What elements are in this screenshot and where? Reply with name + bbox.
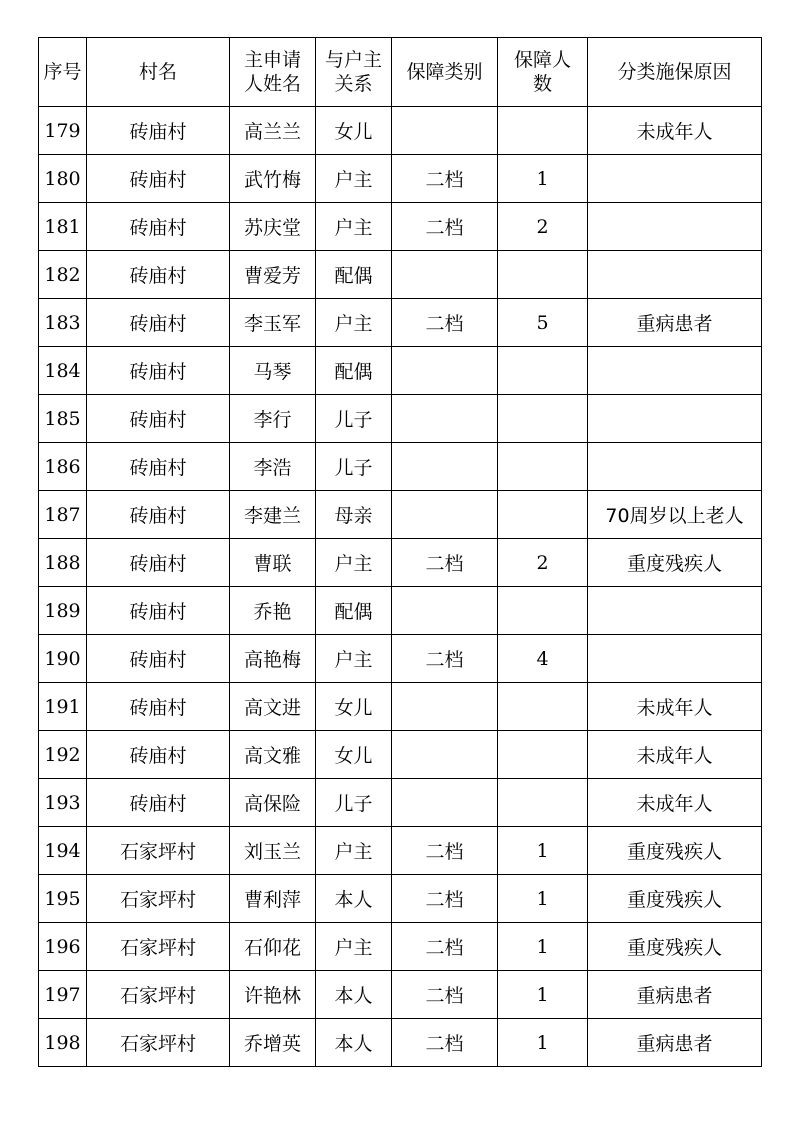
cell-seq: 189 — [39, 587, 87, 635]
cell-reason: 未成年人 — [588, 731, 762, 779]
cell-relation: 户主 — [316, 155, 392, 203]
cell-seq: 188 — [39, 539, 87, 587]
cell-relation: 配偶 — [316, 251, 392, 299]
cell-seq: 186 — [39, 443, 87, 491]
table-row — [39, 779, 762, 827]
cell-relation: 户主 — [316, 539, 392, 587]
header-reason: 分类施保原因 — [588, 38, 762, 107]
cell-seq: 184 — [39, 347, 87, 395]
cell-count: 1 — [498, 971, 588, 1019]
cell-category: 二档 — [392, 635, 498, 683]
cell-relation: 儿子 — [316, 779, 392, 827]
table-row — [39, 683, 762, 731]
table-row — [39, 107, 762, 155]
cell-count: 1 — [498, 875, 588, 923]
cell-seq: 185 — [39, 395, 87, 443]
cell-count: 1 — [498, 155, 588, 203]
cell-reason: 重病患者 — [588, 299, 762, 347]
cell-reason — [588, 587, 762, 635]
cell-relation: 户主 — [316, 203, 392, 251]
cell-reason: 重病患者 — [588, 1019, 762, 1067]
cell-count — [498, 251, 588, 299]
cell-reason: 重度残疾人 — [588, 827, 762, 875]
cell-seq: 198 — [39, 1019, 87, 1067]
cell-applicant-name: 曹利萍 — [230, 875, 316, 923]
cell-relation: 配偶 — [316, 587, 392, 635]
cell-village: 砖庙村 — [87, 491, 230, 539]
cell-reason — [588, 443, 762, 491]
table-row — [39, 251, 762, 299]
cell-count: 1 — [498, 827, 588, 875]
cell-category — [392, 683, 498, 731]
header-row — [39, 38, 762, 107]
cell-relation: 本人 — [316, 875, 392, 923]
cell-count — [498, 683, 588, 731]
table-row — [39, 827, 762, 875]
cell-relation: 本人 — [316, 971, 392, 1019]
table-row — [39, 299, 762, 347]
cell-relation: 户主 — [316, 923, 392, 971]
header-relation: 与户主 关系 — [316, 38, 392, 107]
assistance-roster-table — [38, 37, 762, 1067]
table-row — [39, 635, 762, 683]
cell-relation: 户主 — [316, 827, 392, 875]
cell-village: 砖庙村 — [87, 587, 230, 635]
table-row — [39, 347, 762, 395]
table-row — [39, 203, 762, 251]
cell-category — [392, 251, 498, 299]
cell-relation: 户主 — [316, 299, 392, 347]
cell-count — [498, 731, 588, 779]
cell-reason — [588, 155, 762, 203]
table-row — [39, 1019, 762, 1067]
cell-village: 石家坪村 — [87, 875, 230, 923]
header-applicant: 主申请 人姓名 — [230, 38, 316, 107]
cell-seq: 180 — [39, 155, 87, 203]
cell-village: 砖庙村 — [87, 395, 230, 443]
cell-count — [498, 395, 588, 443]
cell-seq: 183 — [39, 299, 87, 347]
table-row — [39, 971, 762, 1019]
header-count: 保障人 数 — [498, 38, 588, 107]
cell-category — [392, 491, 498, 539]
cell-applicant-name: 李玉军 — [230, 299, 316, 347]
cell-village: 砖庙村 — [87, 731, 230, 779]
cell-applicant-name: 武竹梅 — [230, 155, 316, 203]
cell-village: 砖庙村 — [87, 107, 230, 155]
cell-applicant-name: 高文进 — [230, 683, 316, 731]
cell-reason — [588, 395, 762, 443]
table-row — [39, 923, 762, 971]
cell-count: 4 — [498, 635, 588, 683]
cell-seq: 190 — [39, 635, 87, 683]
cell-seq: 197 — [39, 971, 87, 1019]
cell-category: 二档 — [392, 539, 498, 587]
cell-count: 1 — [498, 923, 588, 971]
cell-count — [498, 443, 588, 491]
cell-village: 砖庙村 — [87, 299, 230, 347]
table-row — [39, 731, 762, 779]
cell-village: 砖庙村 — [87, 347, 230, 395]
cell-reason: 未成年人 — [588, 107, 762, 155]
cell-count: 2 — [498, 203, 588, 251]
cell-village: 石家坪村 — [87, 923, 230, 971]
cell-reason — [588, 347, 762, 395]
cell-applicant-name: 李行 — [230, 395, 316, 443]
table-row — [39, 539, 762, 587]
cell-applicant-name: 曹爱芳 — [230, 251, 316, 299]
cell-relation: 女儿 — [316, 683, 392, 731]
cell-applicant-name: 曹联 — [230, 539, 316, 587]
cell-category: 二档 — [392, 923, 498, 971]
cell-reason: 未成年人 — [588, 779, 762, 827]
cell-reason — [588, 251, 762, 299]
cell-village: 砖庙村 — [87, 203, 230, 251]
cell-applicant-name: 马琴 — [230, 347, 316, 395]
cell-applicant-name: 高保险 — [230, 779, 316, 827]
table-row — [39, 395, 762, 443]
cell-count — [498, 347, 588, 395]
cell-applicant-name: 李浩 — [230, 443, 316, 491]
cell-category: 二档 — [392, 971, 498, 1019]
cell-seq: 194 — [39, 827, 87, 875]
cell-count — [498, 587, 588, 635]
cell-reason: 未成年人 — [588, 683, 762, 731]
cell-reason: 重病患者 — [588, 971, 762, 1019]
cell-applicant-name: 高文雅 — [230, 731, 316, 779]
cell-village: 砖庙村 — [87, 539, 230, 587]
table-body — [39, 107, 762, 1067]
cell-village: 砖庙村 — [87, 683, 230, 731]
cell-count — [498, 107, 588, 155]
table-row — [39, 491, 762, 539]
cell-category — [392, 443, 498, 491]
cell-category — [392, 107, 498, 155]
cell-category — [392, 347, 498, 395]
cell-category: 二档 — [392, 1019, 498, 1067]
cell-applicant-name: 许艳林 — [230, 971, 316, 1019]
header-category: 保障类别 — [392, 38, 498, 107]
cell-seq: 193 — [39, 779, 87, 827]
cell-category — [392, 779, 498, 827]
cell-category — [392, 731, 498, 779]
cell-reason: 70周岁以上老人 — [588, 491, 762, 539]
cell-applicant-name: 乔艳 — [230, 587, 316, 635]
cell-relation: 女儿 — [316, 107, 392, 155]
cell-reason: 重度残疾人 — [588, 539, 762, 587]
cell-applicant-name: 高艳梅 — [230, 635, 316, 683]
cell-seq: 182 — [39, 251, 87, 299]
cell-relation: 本人 — [316, 1019, 392, 1067]
cell-seq: 187 — [39, 491, 87, 539]
cell-reason: 重度残疾人 — [588, 875, 762, 923]
cell-category: 二档 — [392, 203, 498, 251]
cell-applicant-name: 高兰兰 — [230, 107, 316, 155]
cell-village: 砖庙村 — [87, 251, 230, 299]
cell-applicant-name: 李建兰 — [230, 491, 316, 539]
cell-category: 二档 — [392, 299, 498, 347]
cell-count — [498, 491, 588, 539]
cell-reason — [588, 203, 762, 251]
cell-reason — [588, 635, 762, 683]
cell-village: 砖庙村 — [87, 779, 230, 827]
table-row — [39, 587, 762, 635]
cell-category: 二档 — [392, 875, 498, 923]
cell-relation: 配偶 — [316, 347, 392, 395]
cell-category: 二档 — [392, 155, 498, 203]
cell-seq: 181 — [39, 203, 87, 251]
header-seq: 序号 — [39, 38, 87, 107]
cell-applicant-name: 刘玉兰 — [230, 827, 316, 875]
cell-applicant-name: 苏庆堂 — [230, 203, 316, 251]
table-row — [39, 875, 762, 923]
cell-relation: 儿子 — [316, 443, 392, 491]
cell-relation: 女儿 — [316, 731, 392, 779]
cell-village: 砖庙村 — [87, 635, 230, 683]
cell-village: 砖庙村 — [87, 155, 230, 203]
table-header — [39, 38, 762, 107]
cell-seq: 179 — [39, 107, 87, 155]
cell-reason: 重度残疾人 — [588, 923, 762, 971]
cell-category — [392, 395, 498, 443]
cell-village: 石家坪村 — [87, 971, 230, 1019]
cell-seq: 192 — [39, 731, 87, 779]
cell-relation: 户主 — [316, 635, 392, 683]
cell-count — [498, 779, 588, 827]
cell-village: 砖庙村 — [87, 443, 230, 491]
cell-village: 石家坪村 — [87, 827, 230, 875]
cell-seq: 196 — [39, 923, 87, 971]
cell-category — [392, 587, 498, 635]
cell-relation: 母亲 — [316, 491, 392, 539]
cell-applicant-name: 石仰花 — [230, 923, 316, 971]
cell-applicant-name: 乔增英 — [230, 1019, 316, 1067]
cell-count: 2 — [498, 539, 588, 587]
table-row — [39, 443, 762, 491]
cell-village: 石家坪村 — [87, 1019, 230, 1067]
cell-seq: 191 — [39, 683, 87, 731]
cell-count: 5 — [498, 299, 588, 347]
cell-count: 1 — [498, 1019, 588, 1067]
table-row — [39, 155, 762, 203]
cell-relation: 儿子 — [316, 395, 392, 443]
cell-category: 二档 — [392, 827, 498, 875]
header-village: 村名 — [87, 38, 230, 107]
cell-seq: 195 — [39, 875, 87, 923]
